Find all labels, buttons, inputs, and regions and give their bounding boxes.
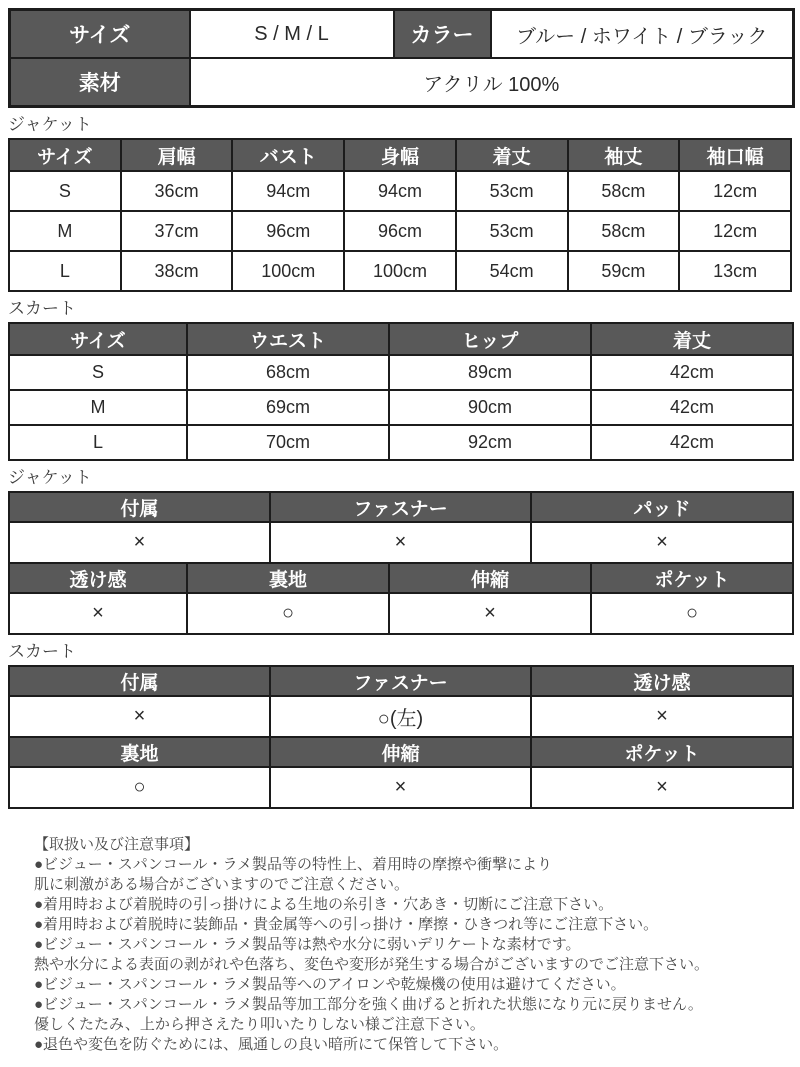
data-cell: 89cm bbox=[389, 355, 591, 390]
data-cell: 92cm bbox=[389, 425, 591, 460]
data-cell: 42cm bbox=[591, 425, 793, 460]
table-header-row bbox=[9, 666, 793, 696]
header-cell: バスト bbox=[232, 139, 344, 171]
header-cell: ファスナー bbox=[270, 666, 531, 696]
size-cell: M bbox=[9, 211, 121, 251]
data-cell: 37cm bbox=[121, 211, 233, 251]
data-cell: 94cm bbox=[344, 171, 456, 211]
jacket-size-table bbox=[8, 138, 792, 292]
header-cell: 伸縮 bbox=[270, 737, 531, 767]
summary-size-value: S / M / L bbox=[190, 10, 394, 59]
data-cell: 94cm bbox=[232, 171, 344, 211]
header-cell: 肩幅 bbox=[121, 139, 233, 171]
flag-cell: × bbox=[9, 696, 270, 737]
header-cell: 伸縮 bbox=[389, 563, 591, 593]
data-cell: 42cm bbox=[591, 390, 793, 425]
data-cell: 90cm bbox=[389, 390, 591, 425]
header-cell: 裏地 bbox=[187, 563, 389, 593]
header-cell: 裏地 bbox=[9, 737, 270, 767]
table-row bbox=[9, 251, 791, 291]
table-row bbox=[9, 171, 791, 211]
skirt-spec-section-label: スカート bbox=[8, 642, 76, 661]
flag-cell: × bbox=[531, 522, 793, 563]
notes-line: ●ビジュー・スパンコール・ラメ製品等の特性上、着用時の摩擦や衝撃により bbox=[34, 856, 553, 873]
header-cell: 着丈 bbox=[456, 139, 568, 171]
flag-cell: × bbox=[531, 696, 793, 737]
notes-line: ●着用時および着脱時の引っ掛けによる生地の糸引き・穴あき・切断にご注意下さい。 bbox=[34, 896, 614, 913]
flag-cell: × bbox=[531, 767, 793, 808]
flag-cell: ○ bbox=[9, 767, 270, 808]
data-cell: 53cm bbox=[456, 211, 568, 251]
handling-notes bbox=[34, 835, 792, 1055]
skirt-spec-table bbox=[8, 665, 794, 809]
table-row bbox=[9, 593, 793, 634]
notes-line: ●ビジュー・スパンコール・ラメ製品等へのアイロンや乾燥機の使用は避けてください。 bbox=[34, 976, 626, 993]
size-cell: L bbox=[9, 425, 187, 460]
summary-color-label: カラー bbox=[394, 10, 491, 59]
data-cell: 68cm bbox=[187, 355, 389, 390]
header-cell: 袖丈 bbox=[568, 139, 680, 171]
size-cell: S bbox=[9, 355, 187, 390]
flag-cell: × bbox=[270, 522, 531, 563]
summary-material-value: アクリル 100% bbox=[190, 58, 794, 107]
summary-size-label: サイズ bbox=[10, 10, 190, 59]
header-cell: 袖口幅 bbox=[679, 139, 791, 171]
table-row bbox=[9, 211, 791, 251]
header-cell: ファスナー bbox=[270, 492, 531, 522]
notes-line: ●着用時および着脱時に装飾品・貴金属等への引っ掛け・摩擦・ひきつれ等にご注意下さい。 bbox=[34, 916, 659, 933]
summary-color-value: ブルー / ホワイト / ブラック bbox=[491, 10, 794, 59]
table-header-row bbox=[9, 563, 793, 593]
skirt-size-section-label: スカート bbox=[8, 299, 76, 318]
header-cell: パッド bbox=[531, 492, 793, 522]
data-cell: 54cm bbox=[456, 251, 568, 291]
flag-cell: × bbox=[389, 593, 591, 634]
data-cell: 59cm bbox=[568, 251, 680, 291]
data-cell: 96cm bbox=[232, 211, 344, 251]
data-cell: 96cm bbox=[344, 211, 456, 251]
flag-cell: × bbox=[9, 593, 187, 634]
header-cell: 身幅 bbox=[344, 139, 456, 171]
notes-line: 肌に刺激がある場合がございますのでご注意ください。 bbox=[34, 876, 410, 893]
size-cell: L bbox=[9, 251, 121, 291]
table-row bbox=[9, 425, 793, 460]
header-cell: ポケット bbox=[531, 737, 793, 767]
jacket-spec-table-bottom bbox=[8, 562, 794, 635]
data-cell: 42cm bbox=[591, 355, 793, 390]
jacket-spec-table-top bbox=[8, 491, 794, 564]
jacket-spec-section-label: ジャケット bbox=[8, 468, 92, 487]
flag-cell: × bbox=[9, 522, 270, 563]
notes-line: ●ビジュー・スパンコール・ラメ製品等は熱や水分に弱いデリケートな素材です。 bbox=[34, 936, 581, 953]
data-cell: 58cm bbox=[568, 171, 680, 211]
notes-title: 【取扱い及び注意事項】 bbox=[34, 836, 200, 853]
summary-material-label: 素材 bbox=[10, 58, 190, 107]
data-cell: 36cm bbox=[121, 171, 233, 211]
header-cell: サイズ bbox=[9, 139, 121, 171]
header-cell: 透け感 bbox=[531, 666, 793, 696]
data-cell: 53cm bbox=[456, 171, 568, 211]
header-cell: サイズ bbox=[9, 323, 187, 355]
data-cell: 12cm bbox=[679, 171, 791, 211]
data-cell: 100cm bbox=[232, 251, 344, 291]
table-header-row bbox=[9, 139, 791, 171]
data-cell: 58cm bbox=[568, 211, 680, 251]
table-row bbox=[9, 696, 793, 737]
notes-line: 優しくたたみ、上から押さえたり叩いたりしない様ご注意下さい。 bbox=[34, 1016, 485, 1033]
notes-line: ●ビジュー・スパンコール・ラメ製品等加工部分を強く曲げると折れた状態になり元に戻りません。 bbox=[34, 996, 703, 1013]
data-cell: 38cm bbox=[121, 251, 233, 291]
header-cell: 付属 bbox=[9, 666, 270, 696]
notes-line: 熱や水分による表面の剥がれや色落ち、変色や変形が発生する場合がございますのでご注意下さい。 bbox=[34, 956, 710, 973]
table-row bbox=[9, 355, 793, 390]
size-cell: M bbox=[9, 390, 187, 425]
table-header-row bbox=[9, 492, 793, 522]
jacket-size-section-label: ジャケット bbox=[8, 115, 92, 134]
data-cell: 100cm bbox=[344, 251, 456, 291]
header-cell: 透け感 bbox=[9, 563, 187, 593]
skirt-size-table bbox=[8, 322, 794, 461]
data-cell: 69cm bbox=[187, 390, 389, 425]
header-cell: ヒップ bbox=[389, 323, 591, 355]
table-header-row bbox=[9, 323, 793, 355]
data-cell: 70cm bbox=[187, 425, 389, 460]
flag-cell: × bbox=[270, 767, 531, 808]
header-cell: ポケット bbox=[591, 563, 793, 593]
table-row bbox=[9, 390, 793, 425]
header-cell: 着丈 bbox=[591, 323, 793, 355]
header-cell: ウエスト bbox=[187, 323, 389, 355]
summary-table bbox=[8, 8, 795, 108]
flag-cell: ○(左) bbox=[270, 696, 531, 737]
notes-line: ●退色や変色を防ぐためには、風通しの良い暗所にて保管して下さい。 bbox=[34, 1036, 509, 1053]
data-cell: 13cm bbox=[679, 251, 791, 291]
flag-cell: ○ bbox=[187, 593, 389, 634]
table-row bbox=[9, 522, 793, 563]
data-cell: 12cm bbox=[679, 211, 791, 251]
header-cell: 付属 bbox=[9, 492, 270, 522]
size-cell: S bbox=[9, 171, 121, 211]
table-header-row bbox=[9, 737, 793, 767]
flag-cell: ○ bbox=[591, 593, 793, 634]
table-row bbox=[9, 767, 793, 808]
